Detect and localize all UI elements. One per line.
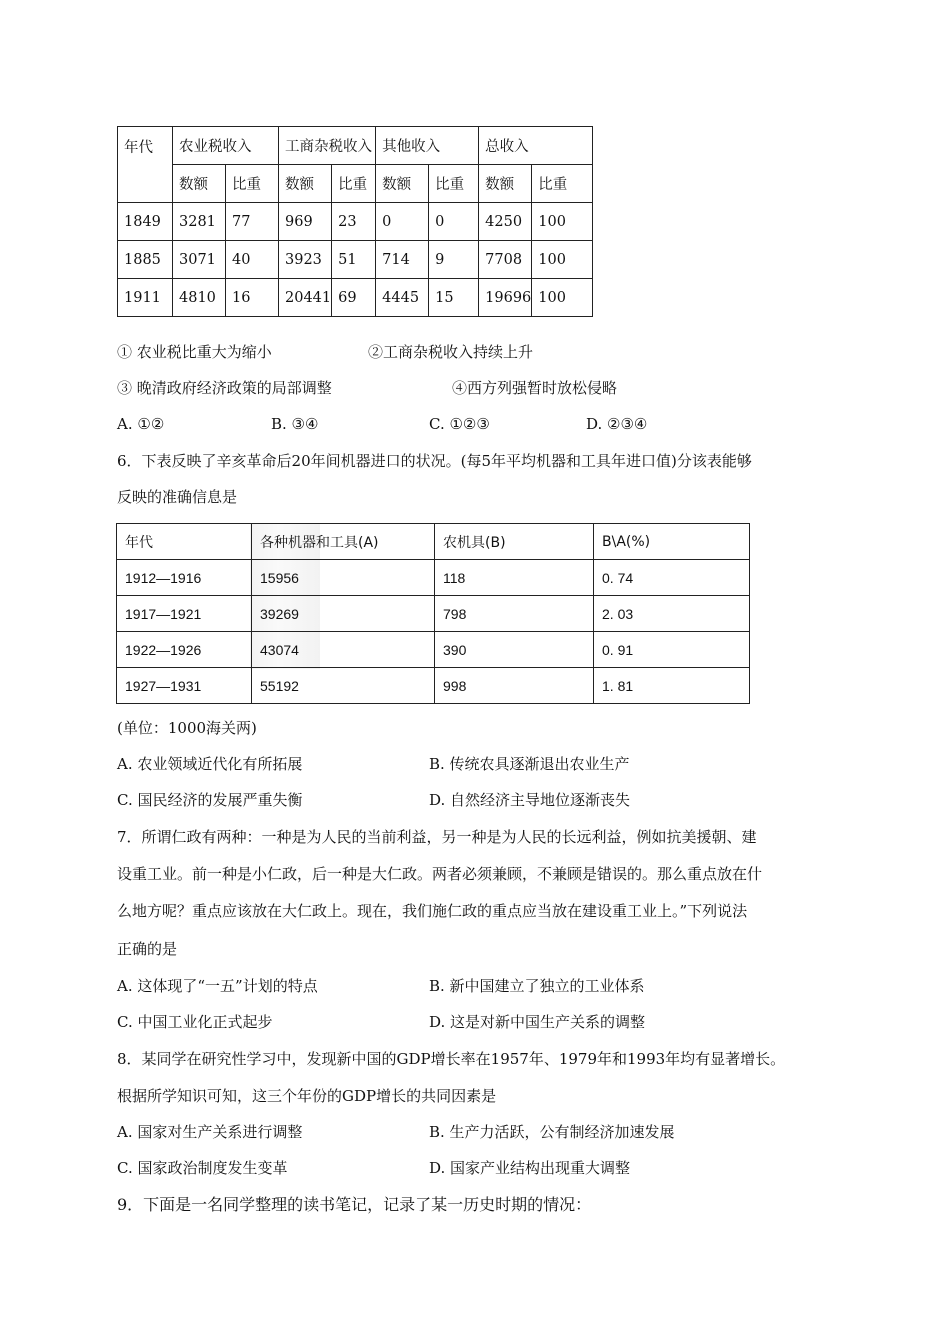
table-cell: 7708 — [479, 241, 532, 279]
option-d: D. ②③④ — [586, 415, 648, 433]
option-a: A. ①② — [117, 415, 165, 433]
table-cell: 23 — [332, 203, 376, 241]
table-cell: 1885 — [118, 241, 173, 279]
table-cell: 77 — [226, 203, 279, 241]
option-b: B. 传统农具逐渐退出农业生产 — [429, 755, 630, 773]
header-cell: 工商杂税收入 — [279, 127, 376, 165]
option-a: A. 国家对生产关系进行调整 — [117, 1123, 303, 1141]
table-cell: 0. 91 — [594, 632, 750, 668]
table-cell: 0. 74 — [594, 560, 750, 596]
header-cell: 年代 — [117, 524, 252, 560]
question-7-text-cont: 设重工业。前一种是小仁政，后一种是大仁政。两者必须兼顾，不兼顾是错误的。那么重点放在什 — [117, 865, 763, 883]
table-row — [118, 203, 593, 241]
option-d: D. 国家产业结构出现重大调整 — [429, 1159, 631, 1177]
table-cell: 15 — [429, 279, 479, 317]
table-cell: 4810 — [173, 279, 226, 317]
header-cell: 农机具(B) — [435, 524, 594, 560]
table-cell: 1917—1921 — [117, 596, 252, 632]
subheader-cell: 比重 — [532, 165, 593, 203]
table-cell: 51 — [332, 241, 376, 279]
option-c: C. 中国工业化正式起步 — [117, 1013, 273, 1031]
table-cell: 43074 — [252, 632, 435, 668]
question-7-text: 7．所谓仁政有两种：一种是为人民的当前利益，另一种是为人民的长远利益，例如抗美援朝、建 — [117, 828, 757, 846]
question-8-text: 8．某同学在研究性学习中，发现新中国的GDP增长率在1957年、1979年和1993年均有显著增长。 — [117, 1050, 786, 1068]
table-cell: 998 — [435, 668, 594, 704]
option-b: B. 新中国建立了独立的工业体系 — [429, 977, 645, 995]
unit-note: (单位：1000海关两) — [117, 719, 257, 737]
question-7-text-cont: 么地方呢？重点应该放在大仁政上。现在，我们施仁政的重点应当放在建设重工业上。”下列说法 — [117, 902, 748, 920]
statement-3: ③ 晚清政府经济政策的局部调整 — [117, 379, 332, 397]
table-cell: 2. 03 — [594, 596, 750, 632]
statement-4: ④西方列强暂时放松侵略 — [452, 379, 618, 397]
table-row — [117, 596, 750, 632]
option-c: C. ①②③ — [429, 415, 490, 433]
header-cell: 年代 — [118, 127, 173, 203]
table-cell: 4445 — [376, 279, 429, 317]
table-cell: 0 — [376, 203, 429, 241]
subheader-cell: 比重 — [429, 165, 479, 203]
table-cell: 118 — [435, 560, 594, 596]
question-7-text-cont: 正确的是 — [117, 940, 178, 958]
table-cell: 100 — [532, 241, 593, 279]
table-cell: 4250 — [479, 203, 532, 241]
question-6-text: 6．下表反映了辛亥革命后20年间机器进口的状况。(每5年平均机器和工具年进口值)分该表能够 — [117, 452, 752, 470]
table-row — [118, 241, 593, 279]
subheader-cell: 数额 — [376, 165, 429, 203]
table-cell: 15956 — [252, 560, 435, 596]
header-cell: 农业税收入 — [173, 127, 279, 165]
table-cell: 1927—1931 — [117, 668, 252, 704]
header-cell: 各种机器和工具(A) — [252, 524, 435, 560]
option-d: D. 自然经济主导地位逐渐丧失 — [429, 791, 631, 809]
table-cell: 39269 — [252, 596, 435, 632]
table-cell: 3071 — [173, 241, 226, 279]
statement-2: ②工商杂税收入持续上升 — [368, 343, 534, 361]
option-a: A. 这体现了“一五”计划的特点 — [117, 977, 318, 995]
option-a: A. 农业领域近代化有所拓展 — [117, 755, 303, 773]
table-row — [117, 668, 750, 704]
table-cell: 16 — [226, 279, 279, 317]
table-cell: 714 — [376, 241, 429, 279]
table-cell: 100 — [532, 279, 593, 317]
option-d: D. 这是对新中国生产关系的调整 — [429, 1013, 646, 1031]
table-cell: 1912—1916 — [117, 560, 252, 596]
subheader-cell: 比重 — [332, 165, 376, 203]
question-8-text-cont: 根据所学知识可知，这三个年份的GDP增长的共同因素是 — [117, 1087, 497, 1105]
table-cell: 390 — [435, 632, 594, 668]
table-cell: 55192 — [252, 668, 435, 704]
table-cell: 3281 — [173, 203, 226, 241]
table-cell: 69 — [332, 279, 376, 317]
table-cell: 40 — [226, 241, 279, 279]
table-cell: 20441 — [279, 279, 332, 317]
table-row — [117, 560, 750, 596]
subheader-cell: 比重 — [226, 165, 279, 203]
table-cell: 1922—1926 — [117, 632, 252, 668]
table-cell: 1911 — [118, 279, 173, 317]
option-b: B. 生产力活跃，公有制经济加速发展 — [429, 1123, 675, 1141]
option-c: C. 国家政治制度发生变革 — [117, 1159, 288, 1177]
table-cell: 969 — [279, 203, 332, 241]
table-row — [118, 279, 593, 317]
header-cell: 总收入 — [479, 127, 593, 165]
table-cell: 0 — [429, 203, 479, 241]
table-cell: 19696 — [479, 279, 532, 317]
revenue-table — [117, 126, 593, 317]
table-cell: 3923 — [279, 241, 332, 279]
subheader-cell: 数额 — [479, 165, 532, 203]
question-6-text-cont: 反映的准确信息是 — [117, 488, 238, 506]
option-b: B. ③④ — [271, 415, 319, 433]
statement-1: ① 农业税比重大为缩小 — [117, 343, 272, 361]
machine-import-table — [116, 523, 750, 704]
header-cell: 其他收入 — [376, 127, 479, 165]
table-cell: 1849 — [118, 203, 173, 241]
header-cell: B\A(%) — [594, 524, 750, 560]
table-cell: 1. 81 — [594, 668, 750, 704]
subheader-cell: 数额 — [173, 165, 226, 203]
table-row — [117, 632, 750, 668]
option-c: C. 国民经济的发展严重失衡 — [117, 791, 303, 809]
table-cell: 100 — [532, 203, 593, 241]
question-9-text: 9．下面是一名同学整理的读书笔记，记录了某一历史时期的情况： — [117, 1195, 592, 1214]
subheader-cell: 数额 — [279, 165, 332, 203]
table-cell: 9 — [429, 241, 479, 279]
table-cell: 798 — [435, 596, 594, 632]
